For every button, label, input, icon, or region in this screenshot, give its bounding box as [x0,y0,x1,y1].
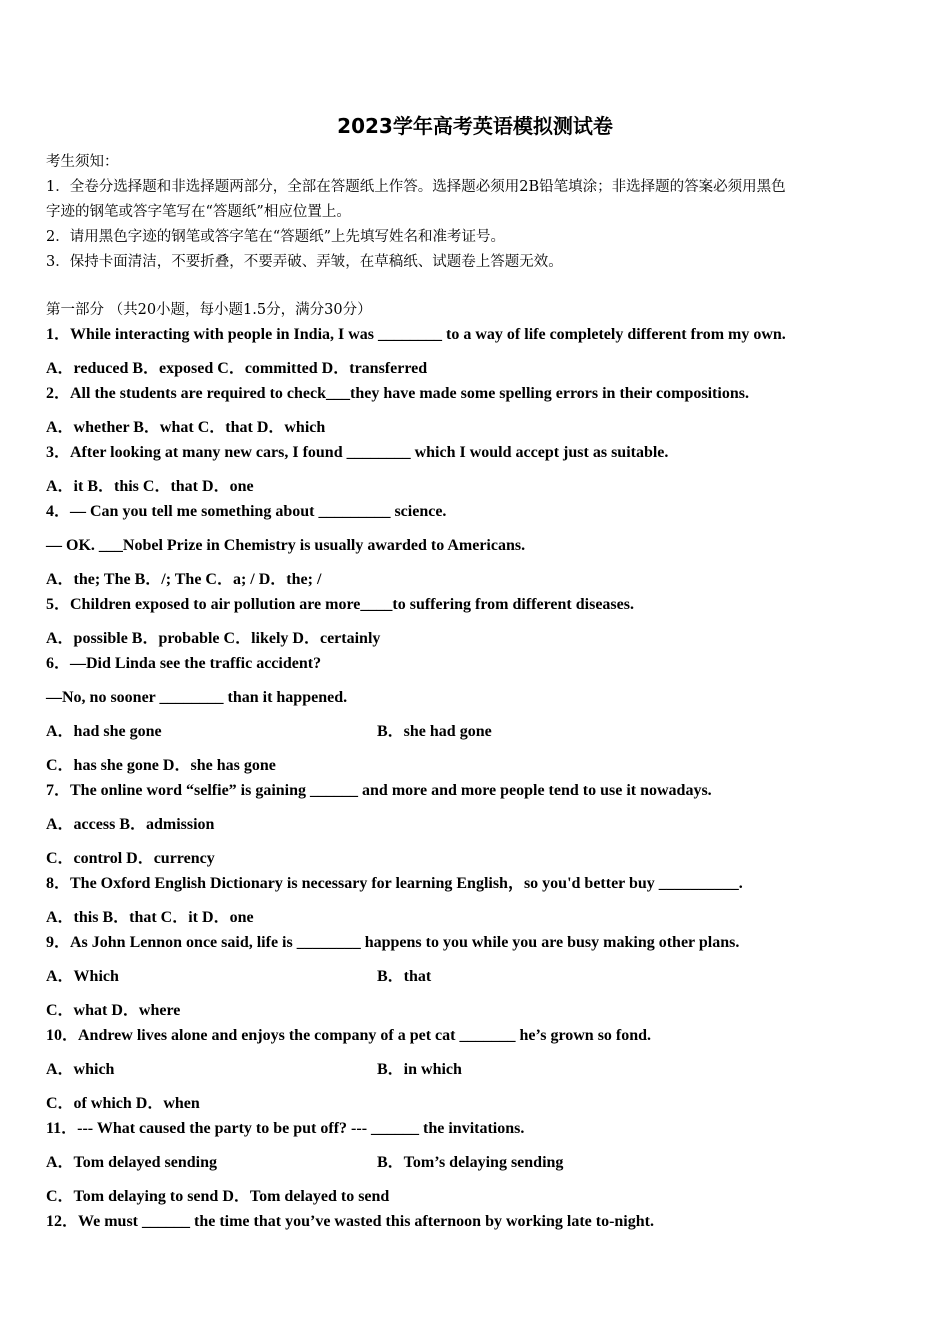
notice-item-1-line-2: 字迹的钢笔或答字笔写在“答题纸”相应位置上。 [46,204,351,220]
question-6-options-ab [46,721,906,743]
question-5-options: A．possible B．probable C．likely D．certainly [46,630,381,647]
question-11: 11．--- What caused the party to be put off? --- ______ the invitations. [46,1120,525,1137]
question-9: 9．As John Lennon once said, life is ________ happens to you while you are busy making other plans. [46,934,740,951]
question-7-options-cd: C．control D．currency [46,850,215,867]
question-10-options-ab [46,1059,906,1081]
question-6-options-cd: C．has she gone D．she has gone [46,757,276,774]
question-8: 8．The Oxford English Dictionary is necessary for learning English，so you'd better buy __________. [46,875,743,892]
question-4: 4．— Can you tell me something about _________ science. [46,503,447,520]
question-6-line-2: —No, no sooner ________ than it happened. [46,689,348,706]
question-3: 3．After looking at many new cars, I found ________ which I would accept just as suitable. [46,444,669,461]
question-5: 5．Children exposed to air pollution are more____to suffering from different diseases. [46,596,634,613]
question-6: 6．—Did Linda see the traffic accident? [46,655,322,672]
question-10-option-a: A．which [46,1061,115,1078]
notice-heading: 考生须知： [46,154,119,170]
question-6-option-b: B．she had gone [377,723,492,740]
question-11-options-ab [46,1152,906,1174]
question-9-option-a: A．Which [46,968,119,985]
section-heading: 第一部分 （共20小题，每小题1.5分，满分30分） [46,302,372,318]
question-9-options-ab [46,966,906,988]
notice-item-2: 2．请用黑色字迹的钢笔或答字笔在“答题纸”上先填写姓名和准考证号。 [46,229,506,245]
question-4-line-2: — OK. ___Nobel Prize in Chemistry is usually awarded to Americans. [46,537,526,554]
question-10-options-cd: C．of which D．when [46,1095,200,1112]
question-11-options-cd: C．Tom delaying to send D．Tom delayed to send [46,1188,390,1205]
question-2: 2．All the students are required to check___they have made some spelling errors in their compositions. [46,385,749,402]
question-2-options: A．whether B．what C．that D．which [46,419,326,436]
question-8-options: A．this B．that C．it D．one [46,909,254,926]
question-1: 1．While interacting with people in India, I was ________ to a way of life completely different from my own. [46,326,786,343]
question-3-options: A．it B．this C．that D．one [46,478,254,495]
question-7: 7．The online word “selfie” is gaining ______ and more and more people tend to use it nowadays. [46,782,712,799]
question-6-option-a: A．had she gone [46,723,162,740]
notice-item-1-line-1: 1．全卷分选择题和非选择题两部分，全部在答题纸上作答。选择题必须用2B铅笔填涂；非选择题的答案必须用黑色 [46,179,786,195]
question-7-options-ab: A．access B．admission [46,816,215,833]
question-10-option-b: B．in which [377,1061,462,1078]
question-12: 12．We must ______ the time that you’ve wasted this afternoon by working late to-night. [46,1213,654,1230]
question-11-option-a: A．Tom delayed sending [46,1154,218,1171]
exam-notice [46,150,906,275]
question-1-options: A．reduced B．exposed C．committed D．transferred [46,360,428,377]
question-10: 10．Andrew lives alone and enjoys the company of a pet cat _______ he’s grown so fond. [46,1027,652,1044]
question-4-options: A．the; The B．/; The C．a; / D．the; / [46,571,322,588]
question-9-options-cd: C．what D．where [46,1002,181,1019]
question-11-option-b: B．Tom’s delaying sending [377,1154,564,1171]
question-9-option-b: B．that [377,968,432,985]
notice-item-3: 3．保持卡面清洁，不要折叠，不要弄破、弄皱，在草稿纸、试题卷上答题无效。 [46,254,563,270]
page-title: 2023学年高考英语模拟测试卷 [337,114,613,138]
